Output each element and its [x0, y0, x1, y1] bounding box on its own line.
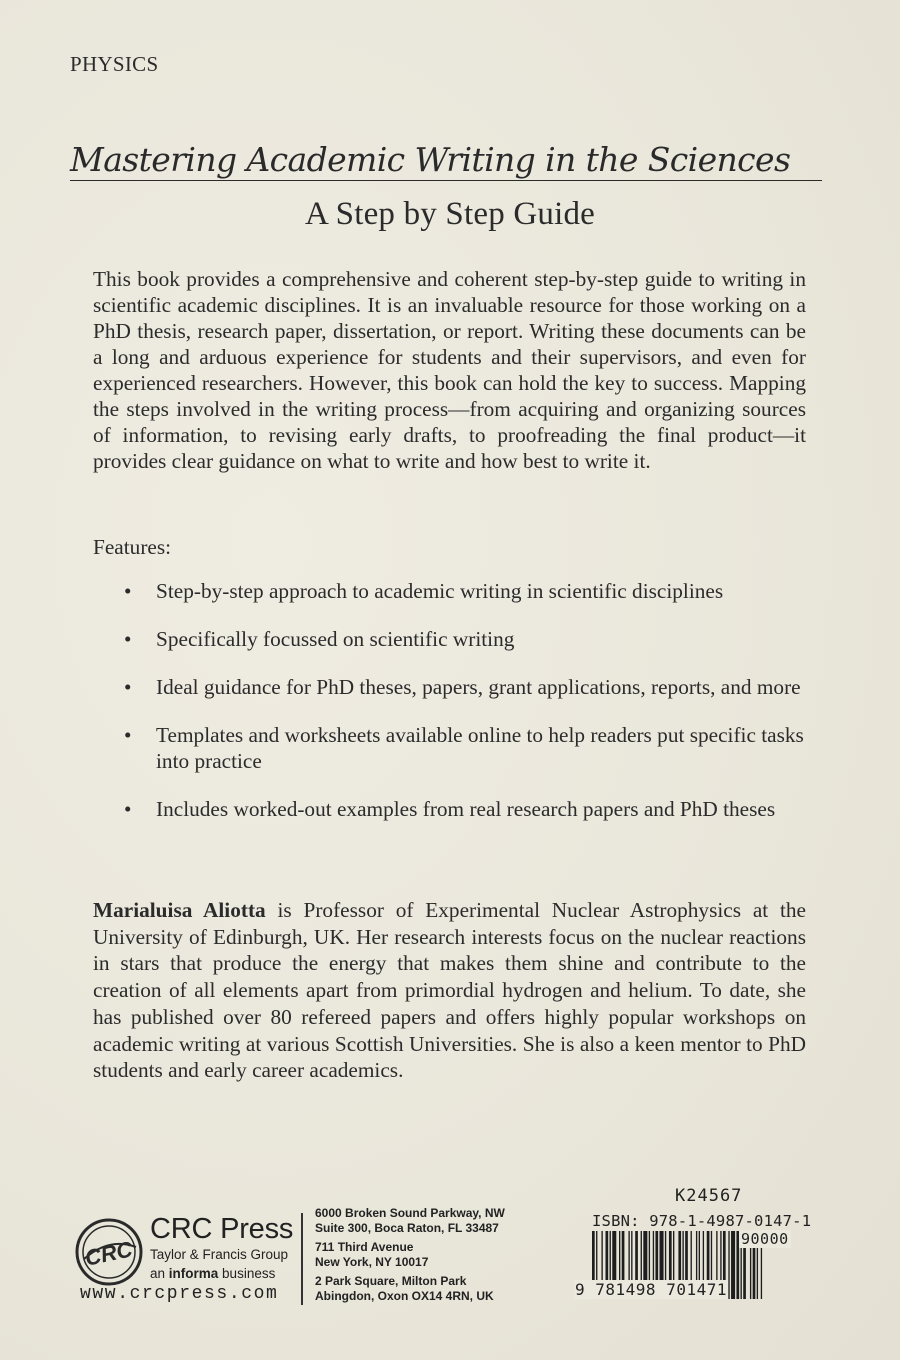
feature-text: Step-by-step approach to academic writing in scientific disciplines: [156, 579, 724, 603]
feature-item: [124, 578, 804, 604]
feature-text: Includes worked-out examples from real research papers and PhD theses: [156, 797, 776, 821]
address-line: Abingdon, Oxon OX14 4RN, UK: [315, 1289, 494, 1303]
publisher-name: CRC Press: [150, 1213, 294, 1245]
address-line: 2 Park Square, Milton Park: [315, 1274, 467, 1288]
publisher-informa: [150, 1266, 275, 1281]
author-bio: [93, 897, 806, 1084]
feature-text: Templates and worksheets available online to help readers put specific tasks into practice: [156, 723, 804, 773]
bullet-icon: •: [124, 627, 132, 651]
feature-item: [124, 796, 804, 822]
feature-item: [124, 674, 804, 700]
feature-text: Ideal guidance for PhD theses, papers, grant applications, reports, and more: [156, 675, 801, 699]
bullet-icon: •: [124, 579, 132, 603]
feature-item: [124, 722, 804, 774]
book-subtitle: A Step by Step Guide: [305, 196, 595, 232]
publisher-addresses: [315, 1206, 505, 1304]
barcode-bar: [731, 1231, 735, 1299]
features-heading: Features:: [93, 535, 172, 559]
informa-bold: informa: [168, 1266, 219, 1281]
barcode-bar: [728, 1231, 729, 1299]
product-code: K24567: [675, 1186, 743, 1206]
bullet-icon: •: [124, 675, 132, 699]
book-title: Mastering Academic Writing in the Sciences: [70, 140, 822, 181]
features-list: [124, 578, 804, 822]
publisher-divider: [301, 1213, 303, 1305]
informa-suffix: business: [218, 1266, 276, 1281]
price-code: 90000: [741, 1230, 789, 1248]
bullet-icon: •: [124, 797, 132, 821]
book-description: This book provides a comprehensive and coherent step-by-step guide to writing in scientific academic disciplines. It is an invaluable resource for those working on a PhD thesis, research paper, dissertation, or report. Writing these documents can be a long and arduous experience for students and their supervisors, and even for experienced researchers. However, this book can hold the key to success. Mapping the steps involved in the writing process—from acquiring and organizing sources of information, to revising early drafts, to proofreading the final product—it provides clear guidance on what to write and how best to write it.: [93, 267, 806, 473]
address-line: 6000 Broken Sound Parkway, NW: [315, 1206, 505, 1220]
subject-label: PHYSICS: [70, 52, 159, 76]
address-line: New York, NY 10017: [315, 1255, 429, 1269]
bullet-icon: •: [124, 723, 132, 747]
crc-logo-icon: [74, 1217, 144, 1287]
isbn-label: ISBN: 978-1-4987-0147-1: [592, 1212, 812, 1230]
crc-logo-text: CRC: [82, 1236, 135, 1271]
ean-number: 9 781498 701471: [575, 1280, 727, 1299]
address-line: 711 Third Avenue: [315, 1240, 414, 1254]
author-bio-text: is Professor of Experimental Nuclear Astrophysics at the University of Edinburgh, UK. Her research interests focus on the nuclear reactions in stars that produce the energy that makes them shine and contribute to the creation of all elements apart from primordial hydrogen and helium. To date, she has published over 80 refereed papers and offers highly popular workshops on academic writing at various Scottish Universities. She is also a keen mentor to PhD students and early career academics.: [93, 898, 806, 1083]
feature-text: Specifically focussed on scientific writing: [156, 627, 515, 651]
informa-prefix: an: [150, 1266, 169, 1281]
publisher-group: Taylor & Francis Group: [150, 1247, 289, 1262]
address-line: Suite 300, Boca Raton, FL 33487: [315, 1221, 499, 1235]
author-name: Marialuisa Aliotta: [93, 898, 266, 922]
publisher-url[interactable]: www.crcpress.com: [80, 1284, 279, 1304]
feature-item: [124, 626, 804, 652]
